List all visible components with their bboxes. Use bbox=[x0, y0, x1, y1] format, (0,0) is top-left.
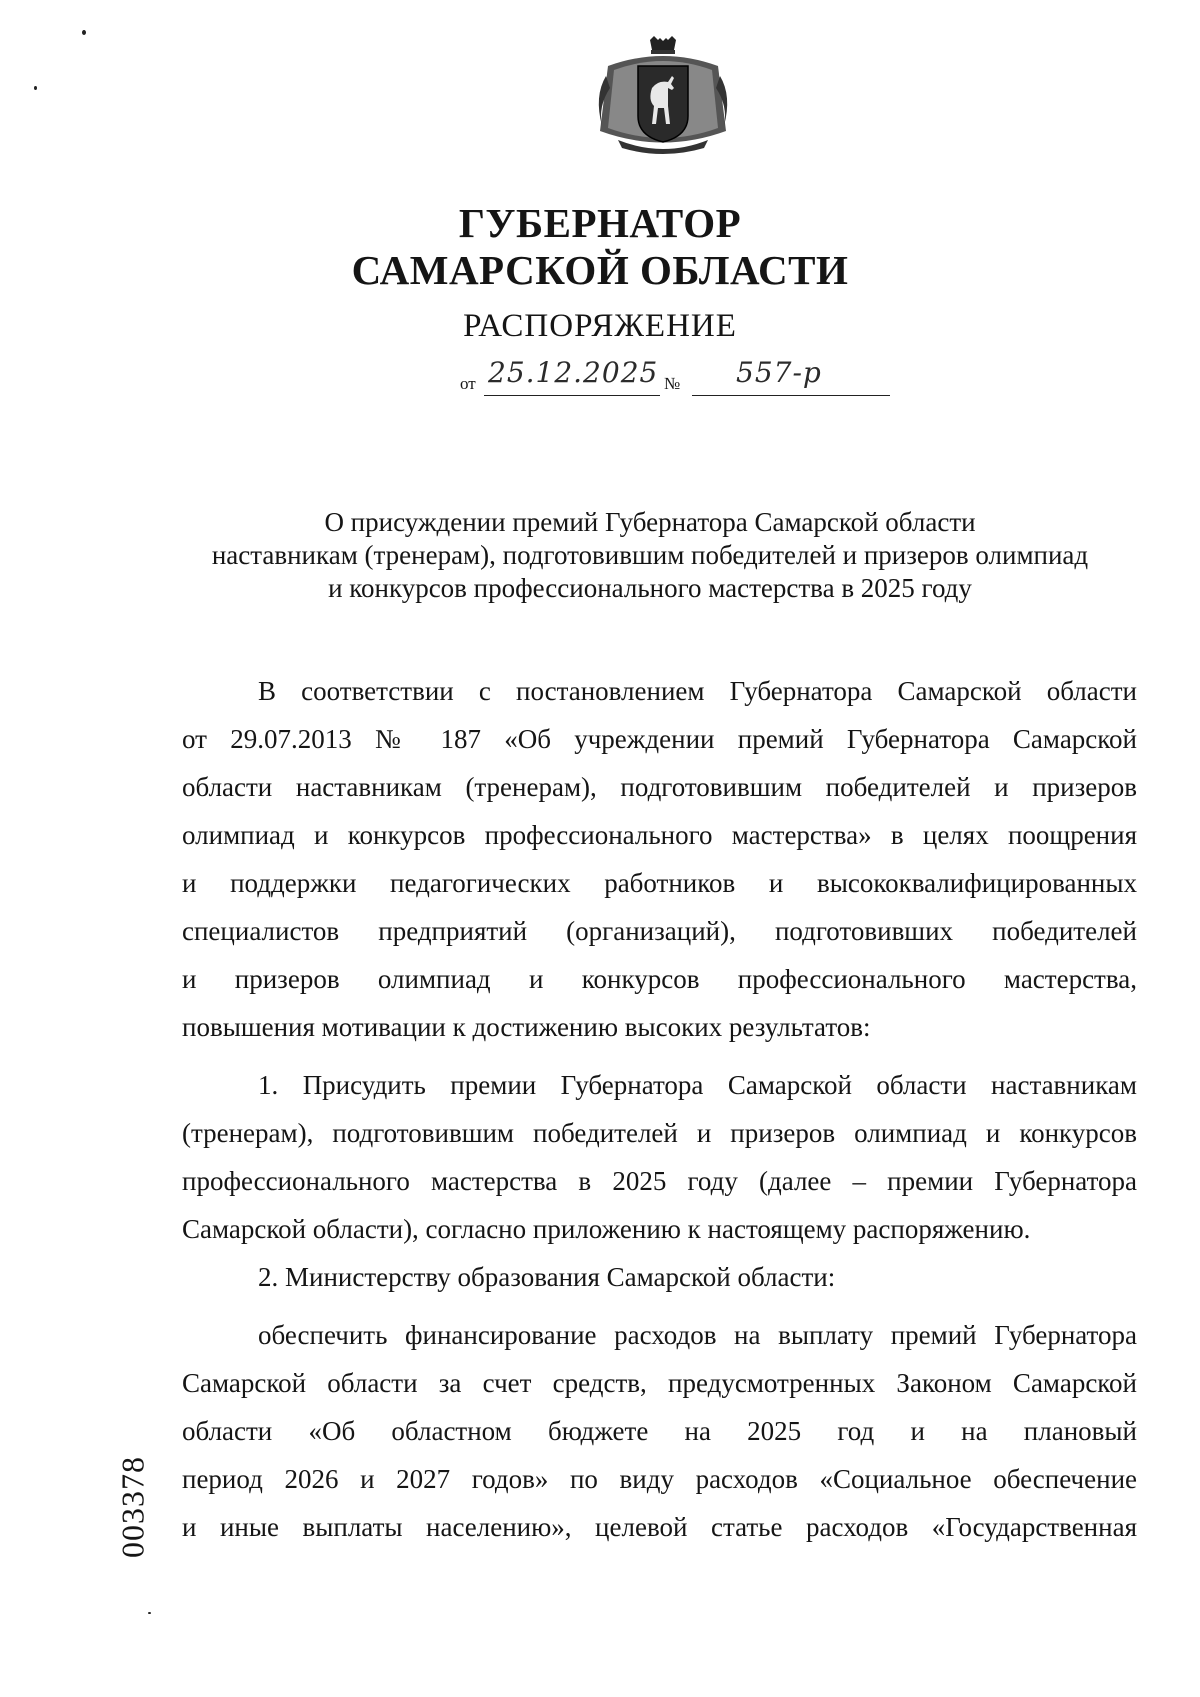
body-line: специалистов предприятий (организаций), подготовивших победителей bbox=[182, 916, 1137, 946]
handwritten-number: 557-р bbox=[736, 356, 822, 389]
authority-title-line-2: САМАРСКОЙ ОБЛАСТИ bbox=[351, 247, 849, 293]
scan-speck bbox=[82, 30, 86, 35]
samara-coat-of-arms-icon bbox=[588, 36, 738, 158]
authority-title-line-1: ГУБЕРНАТОР bbox=[458, 200, 742, 246]
clause-2-body-line: обеспечить финансирование расходов на выплату премий Губернатора bbox=[258, 1320, 1137, 1350]
document-subject-title bbox=[150, 506, 1150, 605]
scan-speck bbox=[148, 1612, 151, 1614]
body-line: от 29.07.2013 № 187 «Об учреждении премий Губернатора Самарской bbox=[182, 724, 1137, 754]
number-label: № bbox=[664, 374, 681, 393]
scan-speck bbox=[34, 86, 37, 90]
registration-number-text: 003378 bbox=[114, 1456, 151, 1558]
number-field bbox=[692, 355, 890, 396]
registration-number bbox=[108, 1432, 158, 1582]
date-number-row bbox=[460, 356, 920, 400]
title-line: О присуждении премий Губернатора Самарской области bbox=[324, 507, 976, 537]
clause-2-body-line: области «Об областном бюджете на 2025 год и на плановый bbox=[182, 1416, 1137, 1446]
body-line: и поддержки педагогических работников и высококвалифицированных bbox=[182, 868, 1137, 898]
document-type: РАСПОРЯЖЕНИЕ bbox=[463, 308, 737, 344]
clause-1-line: (тренерам), подготовившим победителей и призеров олимпиад и конкурсов bbox=[182, 1118, 1137, 1148]
clause-2-body-line: период 2026 и 2027 годов» по виду расходов «Социальное обеспечение bbox=[182, 1464, 1137, 1494]
body-line: В соответствии с постановлением Губернатора Самарской области bbox=[258, 676, 1137, 706]
clause-2-body-line: и иные выплаты населению», целевой статье расходов «Государственная bbox=[182, 1512, 1137, 1542]
handwritten-date: 25.12.2025 bbox=[488, 356, 659, 389]
date-from-label: от bbox=[460, 374, 476, 393]
date-field bbox=[484, 355, 660, 396]
clause-1-line: профессионального мастерства в 2025 году (далее – премии Губернатора bbox=[182, 1166, 1137, 1196]
title-line: и конкурсов профессионального мастерства в 2025 году bbox=[328, 573, 972, 603]
body-line: олимпиад и конкурсов профессионального мастерства» в целях поощрения bbox=[182, 820, 1137, 850]
clause-2-body-line: Самарской области за счет средств, предусмотренных Законом Самарской bbox=[182, 1368, 1137, 1398]
body-line: и призеров олимпиад и конкурсов профессионального мастерства, bbox=[182, 964, 1137, 994]
clause-1-line: Самарской области), согласно приложению к настоящему распоряжению. bbox=[182, 1214, 1031, 1244]
body-line: области наставникам (тренерам), подготовившим победителей и призеров bbox=[182, 772, 1137, 802]
body-line: повышения мотивации к достижению высоких результатов: bbox=[182, 1012, 871, 1042]
clause-2-line: 2. Министерству образования Самарской области: bbox=[258, 1262, 836, 1292]
title-line: наставникам (тренерам), подготовившим победителей и призеров олимпиад bbox=[211, 540, 1089, 570]
clause-1-line: 1. Присудить премии Губернатора Самарской области наставникам bbox=[258, 1070, 1137, 1100]
